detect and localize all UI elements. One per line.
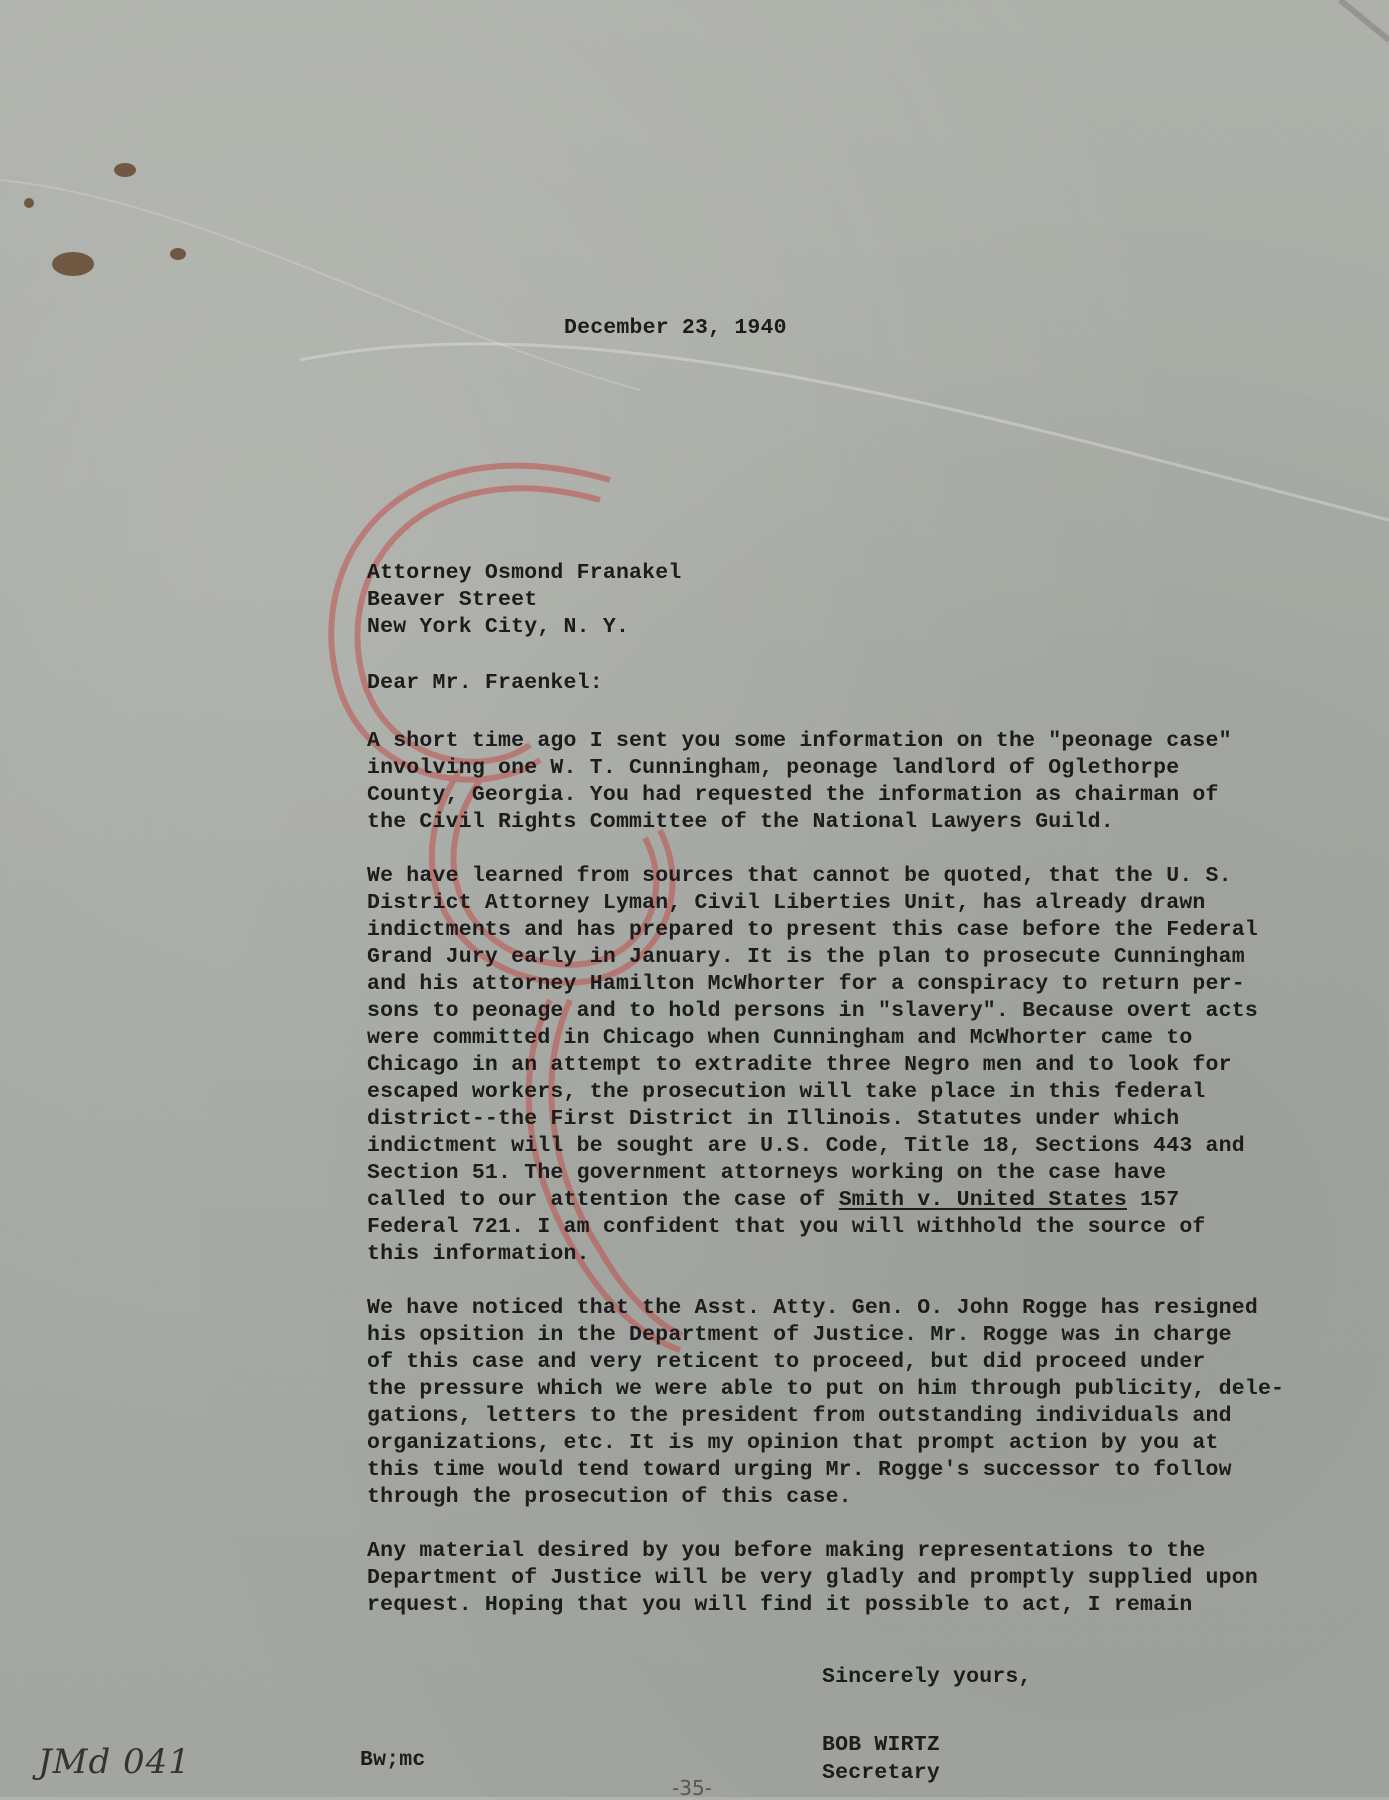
paragraph-2-text: We have learned from sources that cannot be quoted, that the U. S. District Attorney Lyman, Civil Liberties Unit, has already drawn indictments and has prepared to present this case before the Federal Grand Jury early in January. It is the plan to prosecute Cunningham and his attorney Hamilton McWhorter for a conspiracy to return per- sons to peonage and to hold persons in "slavery". Because overt acts were committed in Chicago when Cunningham and McWhorter came to Chicago in an attempt to extradite three Negro men and to look for escaped workers, the prosecution will take place in this federal district--the First District in Illinois. Statutes under which indictment will be sought are U.S. Code, Title 18, Sections 443 and Section 51. The government attorneys working on the case have called to our attention the case of (367, 864, 1258, 1212)
page-number: -35- (672, 1776, 712, 1800)
paragraph-2 (367, 863, 1327, 1268)
paragraph-1: A short time ago I sent you some information on the "peonage case" involving one W. T. Cunningham, peonage landlord of Oglethorpe County, Georgia. You had requested the information as chairman of the Civil Rights Committee of the National Lawyers Guild. (367, 729, 1232, 834)
signature-block (822, 1731, 940, 1787)
signer-name: BOB WIRTZ (822, 1733, 940, 1757)
ink-stain (114, 163, 136, 177)
recipient-address (367, 560, 681, 641)
ink-stain (24, 198, 34, 208)
ink-stain (170, 248, 186, 260)
letter-body (367, 728, 1327, 1646)
signer-title: Secretary (822, 1761, 940, 1785)
handwritten-archive-id: JMd 041 (38, 1742, 191, 1782)
paragraph-3: We have noticed that the Asst. Atty. Gen. O. John Rogge has resigned his opsition in the Department of Justice. Mr. Rogge was in charge of this case and very reticent to proceed, but did proceed under the pressure which we were able to put on him through publicity, dele- gations, letters to the president from outstanding individuals and organizations, etc. It is my opinion that prompt action by you at this time would tend toward urging Mr. Rogge's successor to follow through the prosecution of this case. (367, 1296, 1285, 1509)
address-line: Beaver Street (367, 588, 538, 612)
paragraph-4: Any material desired by you before making representations to the Department of Justice will be very gladly and promptly supplied upon request. Hoping that you will find it possible to act, I remain (367, 1539, 1258, 1617)
address-line: New York City, N. Y. (367, 615, 630, 639)
salutation: Dear Mr. Fraenkel: (367, 671, 603, 695)
closing: Sincerely yours, (822, 1665, 1032, 1689)
ink-stain (52, 252, 94, 276)
case-citation: Smith v. United States (838, 1188, 1127, 1212)
paragraph-2-text-end: 157 Federal 721. I am confident that you will withhold the source of this information. (367, 1188, 1206, 1266)
letter-date: December 23, 1940 (564, 316, 787, 340)
typist-initials: Bw;mc (360, 1748, 426, 1772)
address-line: Attorney Osmond Franakel (367, 561, 682, 585)
